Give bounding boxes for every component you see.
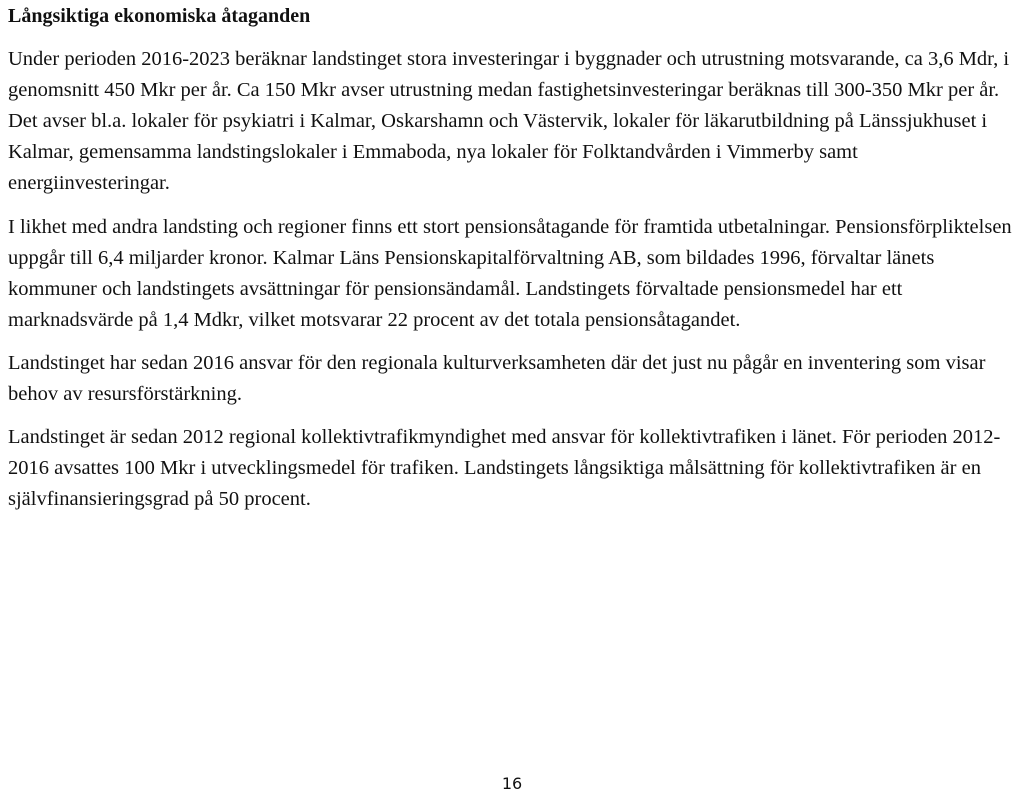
paragraph-pensions: I likhet med andra landsting och regioner finns ett stort pensionsåtagande för framtida utbetalningar. Pensionsförpliktelsen uppgår till 6,4 miljarder kronor. Kalmar Läns Pensionskapitalförvaltning AB, som bildades 1996, förvaltar länets kommuner och landstingets avsättningar för pensionsändamål. Landstingets förvaltade pensionsmedel har ett marknadsvärde på 1,4 Mdkr, vilket motsvarar 22 procent av det totala pensionsåtagandet. bbox=[8, 216, 1012, 331]
paragraph-investments: Under perioden 2016-2023 beräknar landstinget stora investeringar i byggnader och utrustning motsvarande, ca 3,6 Mdr, i genomsnitt 450 Mkr per år. Ca 150 Mkr avser utrustning medan fastighetsinvesteringar beräknas till 300-350 Mkr per år. Det avser bl.a. lokaler för psykiatri i Kalmar, Oskarshamn och Västervik, lokaler för läkarutbildning på Länssjukhuset i Kalmar, gemensamma landstingslokaler i Emmaboda, nya lokaler för Folktandvården i Vimmerby samt energiinvesteringar. bbox=[8, 48, 1010, 194]
document-page bbox=[8, 0, 1016, 515]
page-number: 16 bbox=[501, 774, 523, 793]
paragraph-public-transport: Landstinget är sedan 2012 regional kollektivtrafikmyndighet med ansvar för kollektivtrafiken i länet. För perioden 2012-2016 avsattes 100 Mkr i utvecklingsmedel för trafiken. Landstingets långsiktiga målsättning för kollektivtrafiken är en självfinansieringsgrad på 50 procent. bbox=[8, 426, 1001, 510]
paragraph-culture: Landstinget har sedan 2016 ansvar för den regionala kulturverksamheten där det just nu pågår en inventering som visar behov av resursförstärkning. bbox=[8, 352, 986, 405]
section-heading: Långsiktiga ekonomiska åtaganden bbox=[8, 5, 311, 27]
